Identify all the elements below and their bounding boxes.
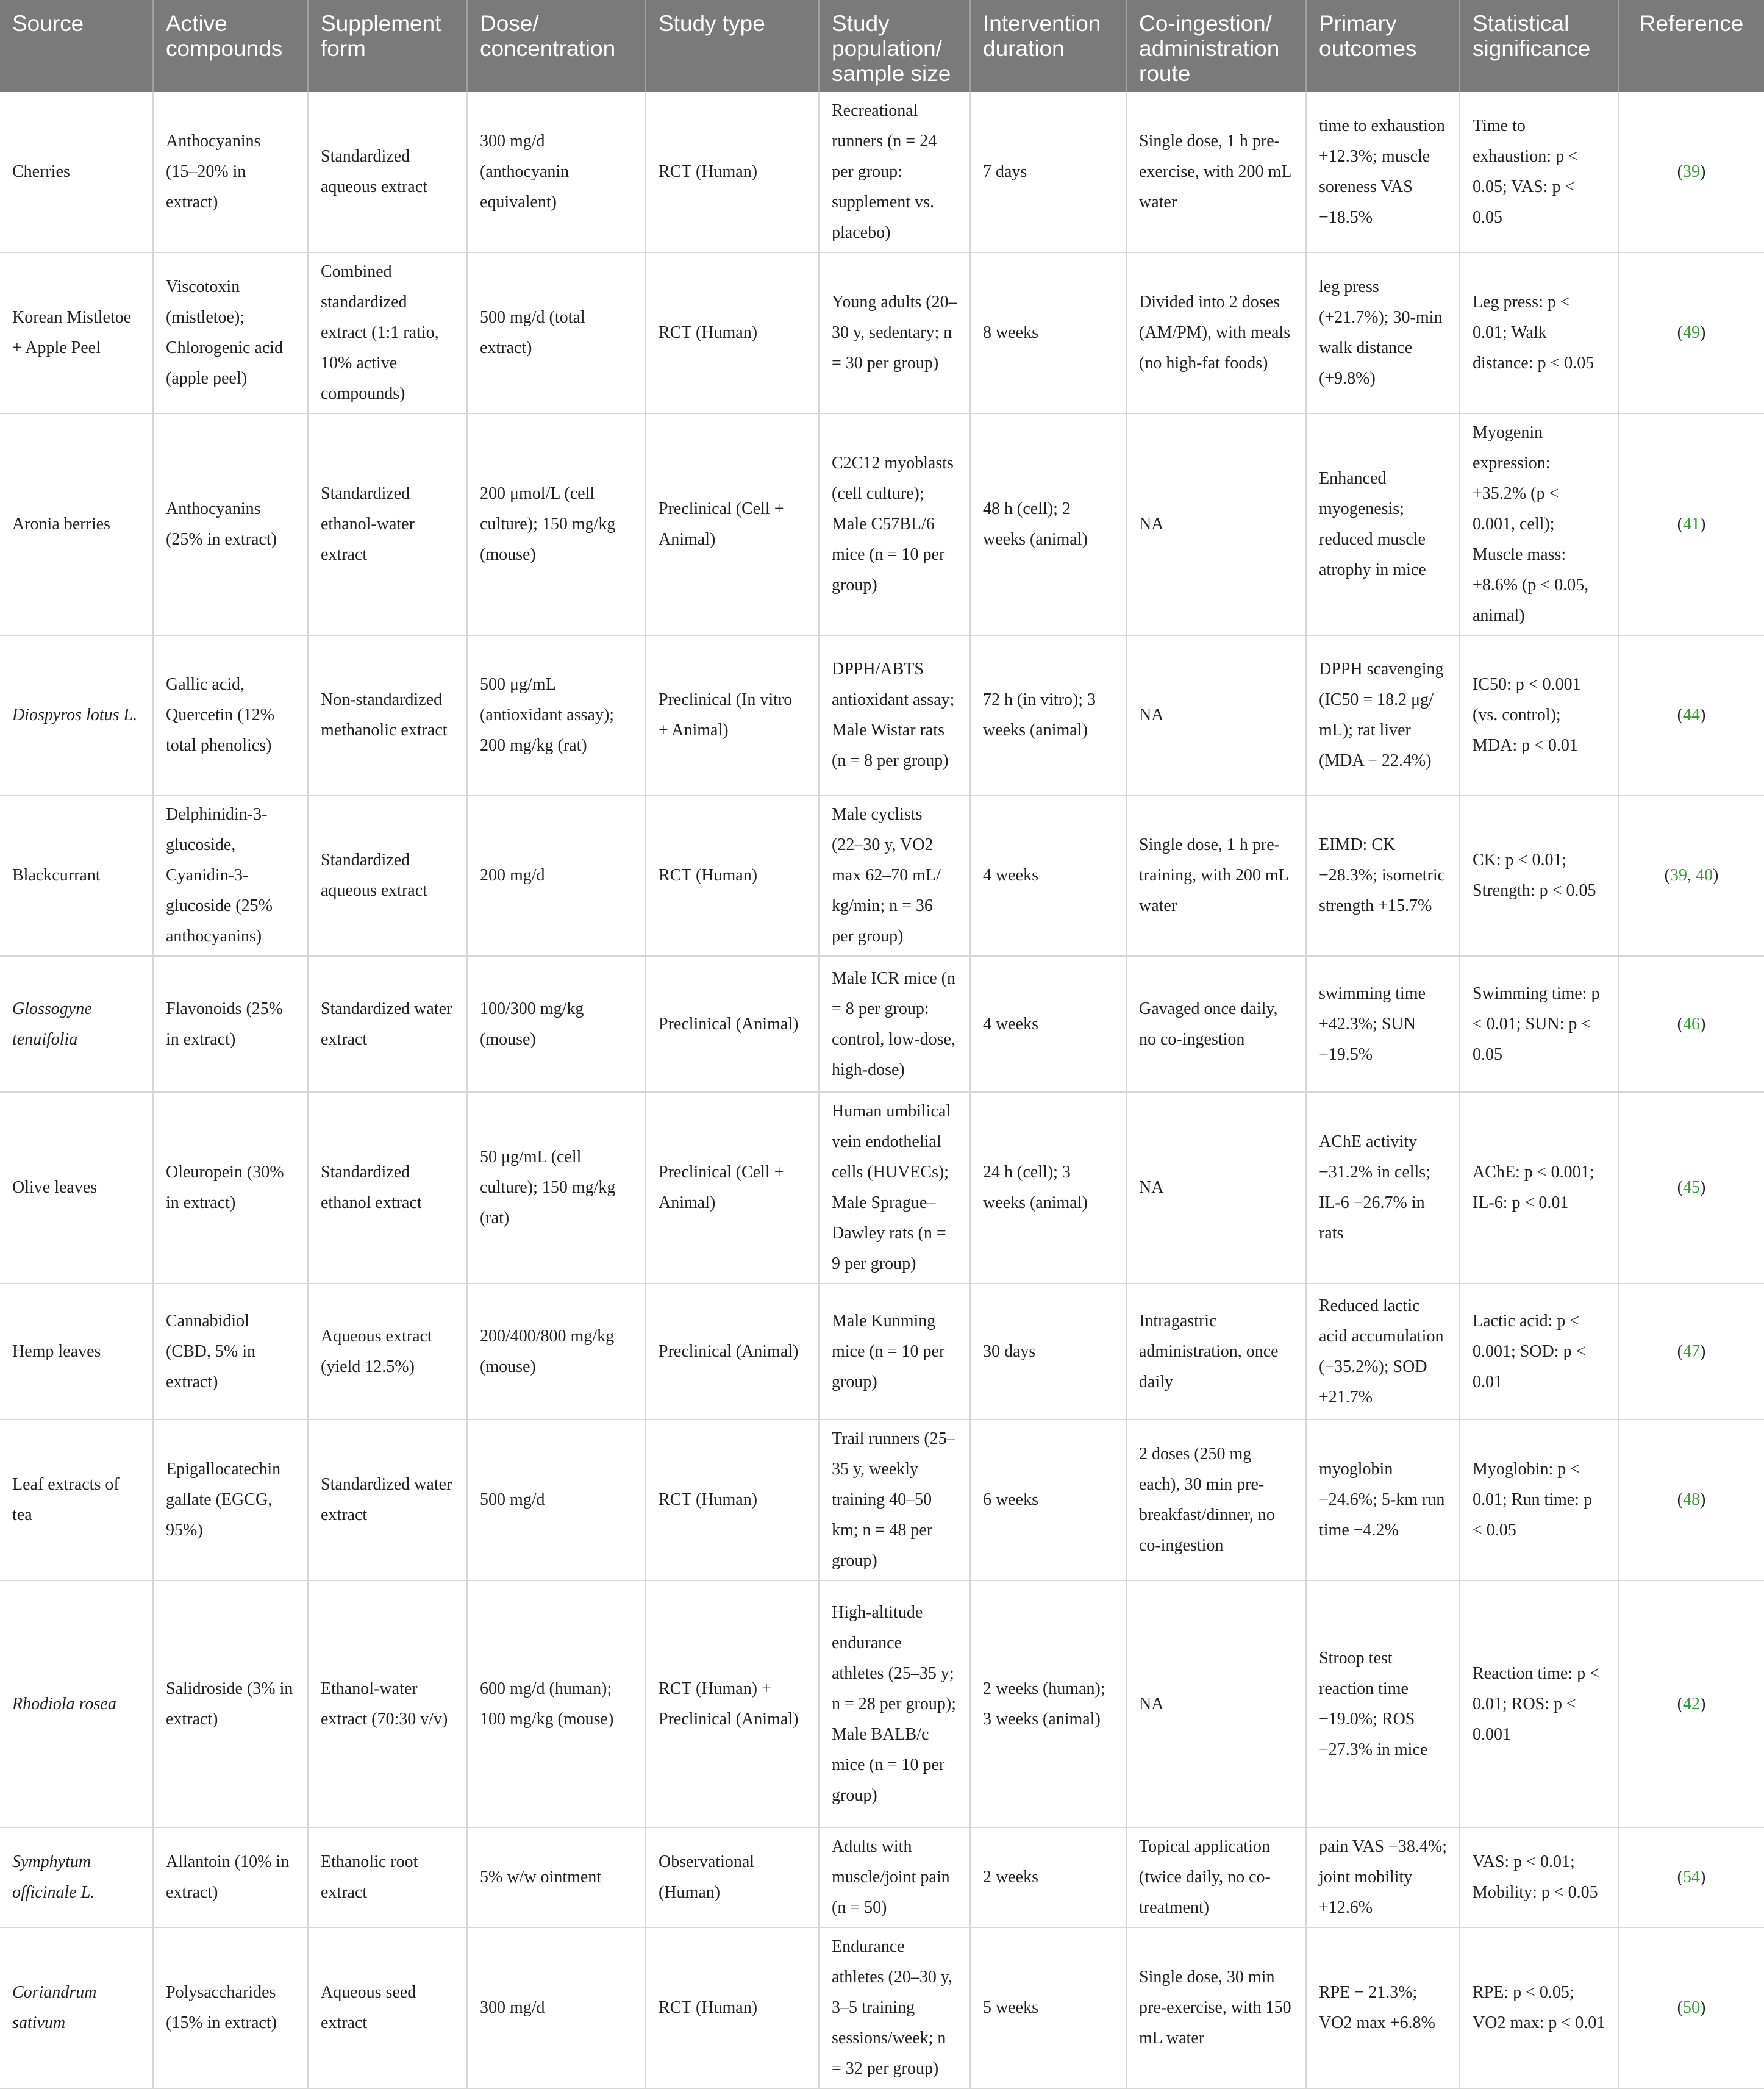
cell-study-type: RCT (Human) bbox=[646, 252, 819, 413]
cell-study-type: Observational (Human) bbox=[646, 1827, 819, 1927]
header-intervention-duration: Intervention duration bbox=[970, 0, 1126, 92]
reference-link[interactable]: 42 bbox=[1683, 1694, 1700, 1713]
cell-statistical-significance: Leg press: p < 0.01; Walk distance: p < 0.05 bbox=[1460, 252, 1618, 413]
cell-dose: 500 mg/d bbox=[467, 1419, 646, 1580]
cell-active-compounds: Gallic acid, Quercetin (12% total phenolics) bbox=[153, 635, 308, 795]
cell-statistical-significance: AChE: p < 0.001; IL-6: p < 0.01 bbox=[1460, 1092, 1618, 1284]
cell-reference: (41) bbox=[1618, 413, 1764, 635]
cell-active-compounds: Flavonoids (25% in extract) bbox=[153, 956, 308, 1092]
cell-primary-outcomes: time to exhaustion +12.3%; muscle soreness VAS −18.5% bbox=[1306, 92, 1460, 252]
cell-statistical-significance: IC50: p < 0.001 (vs. control); MDA: p < 0.01 bbox=[1460, 635, 1618, 795]
cell-primary-outcomes: Reduced lactic acid accumulation (−35.2%); SOD +21.7% bbox=[1306, 1284, 1460, 1419]
header-source: Source bbox=[0, 0, 153, 92]
cell-source: Olive leaves bbox=[0, 1092, 153, 1284]
reference-link[interactable]: 48 bbox=[1683, 1490, 1700, 1509]
cell-administration-route: NA bbox=[1126, 413, 1306, 635]
cell-study-population: DPPH/ABTS antioxidant assay; Male Wistar rats (n = 8 per group) bbox=[819, 635, 970, 795]
reference-link[interactable]: 44 bbox=[1683, 705, 1700, 724]
cell-active-compounds: Epigallocatechin gallate (EGCG, 95%) bbox=[153, 1419, 308, 1580]
cell-primary-outcomes: myoglobin −24.6%; 5-km run time −4.2% bbox=[1306, 1419, 1460, 1580]
table-row bbox=[0, 252, 1764, 413]
cell-study-population: Male cyclists (22–30 y, VO2 max 62–70 mL/ kg/min; n = 36 per group) bbox=[819, 795, 970, 956]
cell-dose: 200 mg/d bbox=[467, 795, 646, 956]
header-dose: Dose/ concentration bbox=[467, 0, 646, 92]
cell-primary-outcomes: DPPH scavenging (IC50 = 18.2 μg/ mL); rat liver (MDA − 22.4%) bbox=[1306, 635, 1460, 795]
header-administration-route: Co-ingestion/ administration route bbox=[1126, 0, 1306, 92]
cell-dose: 300 mg/d (anthocyanin equivalent) bbox=[467, 92, 646, 252]
cell-supplement-form: Non-standardized methanolic extract bbox=[308, 635, 467, 795]
cell-supplement-form: Standardized aqueous extract bbox=[308, 795, 467, 956]
cell-statistical-significance: Time to exhaustion: p < 0.05; VAS: p < 0.05 bbox=[1460, 92, 1618, 252]
cell-study-population: Recreational runners (n = 24 per group: supplement vs. placebo) bbox=[819, 92, 970, 252]
cell-intervention-duration: 8 weeks bbox=[970, 252, 1126, 413]
reference-link[interactable]: 47 bbox=[1683, 1341, 1700, 1361]
reference-link[interactable]: 45 bbox=[1683, 1178, 1700, 1197]
table-row bbox=[0, 1927, 1764, 2088]
cell-source: Diospyros lotus L. bbox=[0, 635, 153, 795]
cell-study-type: Preclinical (In vitro + Animal) bbox=[646, 635, 819, 795]
reference-link[interactable]: 49 bbox=[1683, 323, 1700, 342]
cell-primary-outcomes: Enhanced myogenesis; reduced muscle atrophy in mice bbox=[1306, 413, 1460, 635]
cell-study-population: Adults with muscle/joint pain (n = 50) bbox=[819, 1827, 970, 1927]
cell-intervention-duration: 6 weeks bbox=[970, 1419, 1126, 1580]
cell-active-compounds: Oleuropein (30% in extract) bbox=[153, 1092, 308, 1284]
cell-primary-outcomes: swimming time +42.3%; SUN −19.5% bbox=[1306, 956, 1460, 1092]
cell-intervention-duration: 4 weeks bbox=[970, 956, 1126, 1092]
cell-source: Aronia berries bbox=[0, 413, 153, 635]
cell-reference: (39, 40) bbox=[1618, 795, 1764, 956]
cell-source: Cherries bbox=[0, 92, 153, 252]
cell-dose: 500 mg/d (total extract) bbox=[467, 252, 646, 413]
cell-source: Blackcurrant bbox=[0, 795, 153, 956]
cell-intervention-duration: 30 days bbox=[970, 1284, 1126, 1419]
table-row bbox=[0, 1419, 1764, 1580]
table-row bbox=[0, 1284, 1764, 1419]
cell-primary-outcomes: Stroop test reaction time −19.0%; ROS −27.3% in mice bbox=[1306, 1580, 1460, 1827]
cell-statistical-significance: CK: p < 0.01; Strength: p < 0.05 bbox=[1460, 795, 1618, 956]
cell-administration-route: Single dose, 30 min pre-exercise, with 150 mL water bbox=[1126, 1927, 1306, 2088]
cell-supplement-form: Combined standardized extract (1:1 ratio, 10% active compounds) bbox=[308, 252, 467, 413]
cell-intervention-duration: 7 days bbox=[970, 92, 1126, 252]
cell-administration-route: NA bbox=[1126, 1580, 1306, 1827]
reference-link[interactable]: 39 bbox=[1670, 866, 1687, 885]
cell-study-population: Young adults (20–30 y, sedentary; n = 30 per group) bbox=[819, 252, 970, 413]
cell-reference: (49) bbox=[1618, 252, 1764, 413]
cell-statistical-significance: Swimming time: p < 0.01; SUN: p < 0.05 bbox=[1460, 956, 1618, 1092]
cell-statistical-significance: RPE: p < 0.05; VO2 max: p < 0.01 bbox=[1460, 1927, 1618, 2088]
cell-administration-route: Divided into 2 doses (AM/PM), with meals (no high-fat foods) bbox=[1126, 252, 1306, 413]
cell-administration-route: Intragastric administration, once daily bbox=[1126, 1284, 1306, 1419]
cell-statistical-significance: Lactic acid: p < 0.001; SOD: p < 0.01 bbox=[1460, 1284, 1618, 1419]
cell-administration-route: Topical application (twice daily, no co-treatment) bbox=[1126, 1827, 1306, 1927]
cell-dose: 200 μmol/L (cell culture); 150 mg/kg (mouse) bbox=[467, 413, 646, 635]
cell-study-type: RCT (Human) bbox=[646, 1419, 819, 1580]
cell-study-population: C2C12 myoblasts (cell culture); Male C57BL/6 mice (n = 10 per group) bbox=[819, 413, 970, 635]
cell-administration-route: Single dose, 1 h pre-training, with 200 mL water bbox=[1126, 795, 1306, 956]
cell-reference: (46) bbox=[1618, 956, 1764, 1092]
cell-source: Hemp leaves bbox=[0, 1284, 153, 1419]
cell-reference: (45) bbox=[1618, 1092, 1764, 1284]
cell-supplement-form: Standardized water extract bbox=[308, 956, 467, 1092]
header-row bbox=[0, 0, 1764, 92]
cell-study-type: Preclinical (Cell + Animal) bbox=[646, 413, 819, 635]
cell-primary-outcomes: AChE activity −31.2% in cells; IL-6 −26.7% in rats bbox=[1306, 1092, 1460, 1284]
cell-intervention-duration: 2 weeks bbox=[970, 1827, 1126, 1927]
cell-primary-outcomes: EIMD: CK −28.3%; isometric strength +15.7% bbox=[1306, 795, 1460, 956]
cell-active-compounds: Cannabidiol (CBD, 5% in extract) bbox=[153, 1284, 308, 1419]
cell-study-type: RCT (Human) bbox=[646, 795, 819, 956]
cell-supplement-form: Ethanolic root extract bbox=[308, 1827, 467, 1927]
cell-source: Symphytum officinale L. bbox=[0, 1827, 153, 1927]
table-row bbox=[0, 1827, 1764, 1927]
header-primary-outcomes: Primary outcomes bbox=[1306, 0, 1460, 92]
cell-active-compounds: Viscotoxin (mistletoe); Chlorogenic acid (apple peel) bbox=[153, 252, 308, 413]
cell-dose: 5% w/w ointment bbox=[467, 1827, 646, 1927]
cell-intervention-duration: 72 h (in vitro); 3 weeks (animal) bbox=[970, 635, 1126, 795]
cell-source: Glossogyne tenuifolia bbox=[0, 956, 153, 1092]
table-row bbox=[0, 92, 1764, 252]
cell-administration-route: NA bbox=[1126, 1092, 1306, 1284]
cell-study-type: RCT (Human) bbox=[646, 1927, 819, 2088]
cell-source: Rhodiola rosea bbox=[0, 1580, 153, 1827]
cell-administration-route: Single dose, 1 h pre-exercise, with 200 mL water bbox=[1126, 92, 1306, 252]
cell-study-population: Trail runners (25–35 y, weekly training 40–50 km; n = 48 per group) bbox=[819, 1419, 970, 1580]
cell-supplement-form: Standardized water extract bbox=[308, 1419, 467, 1580]
cell-dose: 200/400/800 mg/kg (mouse) bbox=[467, 1284, 646, 1419]
cell-supplement-form: Ethanol-water extract (70:30 v/v) bbox=[308, 1580, 467, 1827]
cell-study-type: Preclinical (Cell + Animal) bbox=[646, 1092, 819, 1284]
cell-dose: 100/300 mg/kg (mouse) bbox=[467, 956, 646, 1092]
cell-reference: (42) bbox=[1618, 1580, 1764, 1827]
header-reference: Reference bbox=[1618, 0, 1764, 92]
cell-statistical-significance: Myoglobin: p < 0.01; Run time: p < 0.05 bbox=[1460, 1419, 1618, 1580]
cell-supplement-form: Standardized aqueous extract bbox=[308, 92, 467, 252]
cell-intervention-duration: 2 weeks (human); 3 weeks (animal) bbox=[970, 1580, 1126, 1827]
cell-statistical-significance: Reaction time: p < 0.01; ROS: p < 0.001 bbox=[1460, 1580, 1618, 1827]
cell-administration-route: NA bbox=[1126, 635, 1306, 795]
cell-reference: (48) bbox=[1618, 1419, 1764, 1580]
cell-intervention-duration: 48 h (cell); 2 weeks (animal) bbox=[970, 413, 1126, 635]
cell-supplement-form: Standardized ethanol-water extract bbox=[308, 413, 467, 635]
cell-active-compounds: Delphinidin-3-glucoside, Cyanidin-3-glucoside (25% anthocyanins) bbox=[153, 795, 308, 956]
cell-primary-outcomes: leg press (+21.7%); 30-min walk distance (+9.8%) bbox=[1306, 252, 1460, 413]
cell-dose: 500 μg/mL (antioxidant assay); 200 mg/kg (rat) bbox=[467, 635, 646, 795]
cell-intervention-duration: 5 weeks bbox=[970, 1927, 1126, 2088]
cell-study-population: Male Kunming mice (n = 10 per group) bbox=[819, 1284, 970, 1419]
table-row bbox=[0, 795, 1764, 956]
table-row bbox=[0, 956, 1764, 1092]
cell-source: Coriandrum sativum bbox=[0, 1927, 153, 2088]
cell-supplement-form: Standardized ethanol extract bbox=[308, 1092, 467, 1284]
cell-source: Korean Mistletoe + Apple Peel bbox=[0, 252, 153, 413]
cell-reference: (54) bbox=[1618, 1827, 1764, 1927]
cell-dose: 50 μg/mL (cell culture); 150 mg/kg (rat) bbox=[467, 1092, 646, 1284]
cell-intervention-duration: 4 weeks bbox=[970, 795, 1126, 956]
cell-active-compounds: Anthocyanins (15–20% in extract) bbox=[153, 92, 308, 252]
reference-link[interactable]: 41 bbox=[1683, 515, 1700, 534]
cell-supplement-form: Aqueous seed extract bbox=[308, 1927, 467, 2088]
cell-statistical-significance: Myogenin expression: +35.2% (p < 0.001, cell); Muscle mass: +8.6% (p < 0.05, animal) bbox=[1460, 413, 1618, 635]
header-statistical-significance: Statistical significance bbox=[1460, 0, 1618, 92]
table-row bbox=[0, 1580, 1764, 1827]
cell-statistical-significance: VAS: p < 0.01; Mobility: p < 0.05 bbox=[1460, 1827, 1618, 1927]
cell-administration-route: Gavaged once daily, no co-ingestion bbox=[1126, 956, 1306, 1092]
cell-study-population: Male ICR mice (n = 8 per group: control, low-dose, high-dose) bbox=[819, 956, 970, 1092]
cell-study-population: Endurance athletes (20–30 y, 3–5 training sessions/week; n = 32 per group) bbox=[819, 1927, 970, 2088]
cell-active-compounds: Allantoin (10% in extract) bbox=[153, 1827, 308, 1927]
cell-study-type: RCT (Human) bbox=[646, 92, 819, 252]
table-header bbox=[0, 0, 1764, 92]
cell-primary-outcomes: pain VAS −38.4%; joint mobility +12.6% bbox=[1306, 1827, 1460, 1927]
table-row bbox=[0, 1092, 1764, 1284]
cell-study-population: High-altitude endurance athletes (25–35 y; n = 28 per group); Male BALB/c mice (n = 10 per group) bbox=[819, 1580, 970, 1827]
cell-study-type: Preclinical (Animal) bbox=[646, 1284, 819, 1419]
cell-intervention-duration: 24 h (cell); 3 weeks (animal) bbox=[970, 1092, 1126, 1284]
header-study-type: Study type bbox=[646, 0, 819, 92]
cell-reference: (47) bbox=[1618, 1284, 1764, 1419]
cell-active-compounds: Polysaccharides (15% in extract) bbox=[153, 1927, 308, 2088]
cell-study-type: Preclinical (Animal) bbox=[646, 956, 819, 1092]
cell-supplement-form: Aqueous extract (yield 12.5%) bbox=[308, 1284, 467, 1419]
cell-active-compounds: Anthocyanins (25% in extract) bbox=[153, 413, 308, 635]
reference-link[interactable]: 39 bbox=[1683, 162, 1700, 181]
reference-link[interactable]: 40 bbox=[1696, 866, 1713, 885]
header-active-compounds: Active compounds bbox=[153, 0, 308, 92]
cell-reference: (44) bbox=[1618, 635, 1764, 795]
cell-dose: 300 mg/d bbox=[467, 1927, 646, 2088]
table-body bbox=[0, 92, 1764, 2088]
cell-source: Leaf extracts of tea bbox=[0, 1419, 153, 1580]
table-row bbox=[0, 635, 1764, 795]
cell-study-population: Human umbilical vein endothelial cells (HUVECs); Male Sprague–Dawley rats (n = 9 per group) bbox=[819, 1092, 970, 1284]
cell-dose: 600 mg/d (human); 100 mg/kg (mouse) bbox=[467, 1580, 646, 1827]
cell-study-type: RCT (Human) + Preclinical (Animal) bbox=[646, 1580, 819, 1827]
cell-primary-outcomes: RPE − 21.3%; VO2 max +6.8% bbox=[1306, 1927, 1460, 2088]
reference-link[interactable]: 50 bbox=[1683, 1998, 1700, 2017]
cell-reference: (50) bbox=[1618, 1927, 1764, 2088]
cell-administration-route: 2 doses (250 mg each), 30 min pre-breakfast/dinner, no co-ingestion bbox=[1126, 1419, 1306, 1580]
header-supplement-form: Supplement form bbox=[308, 0, 467, 92]
cell-active-compounds: Salidroside (3% in extract) bbox=[153, 1580, 308, 1827]
cell-reference: (39) bbox=[1618, 92, 1764, 252]
table-row bbox=[0, 413, 1764, 635]
reference-link[interactable]: 54 bbox=[1683, 1868, 1700, 1887]
reference-link[interactable]: 46 bbox=[1683, 1014, 1700, 1034]
header-study-population: Study population/ sample size bbox=[819, 0, 970, 92]
